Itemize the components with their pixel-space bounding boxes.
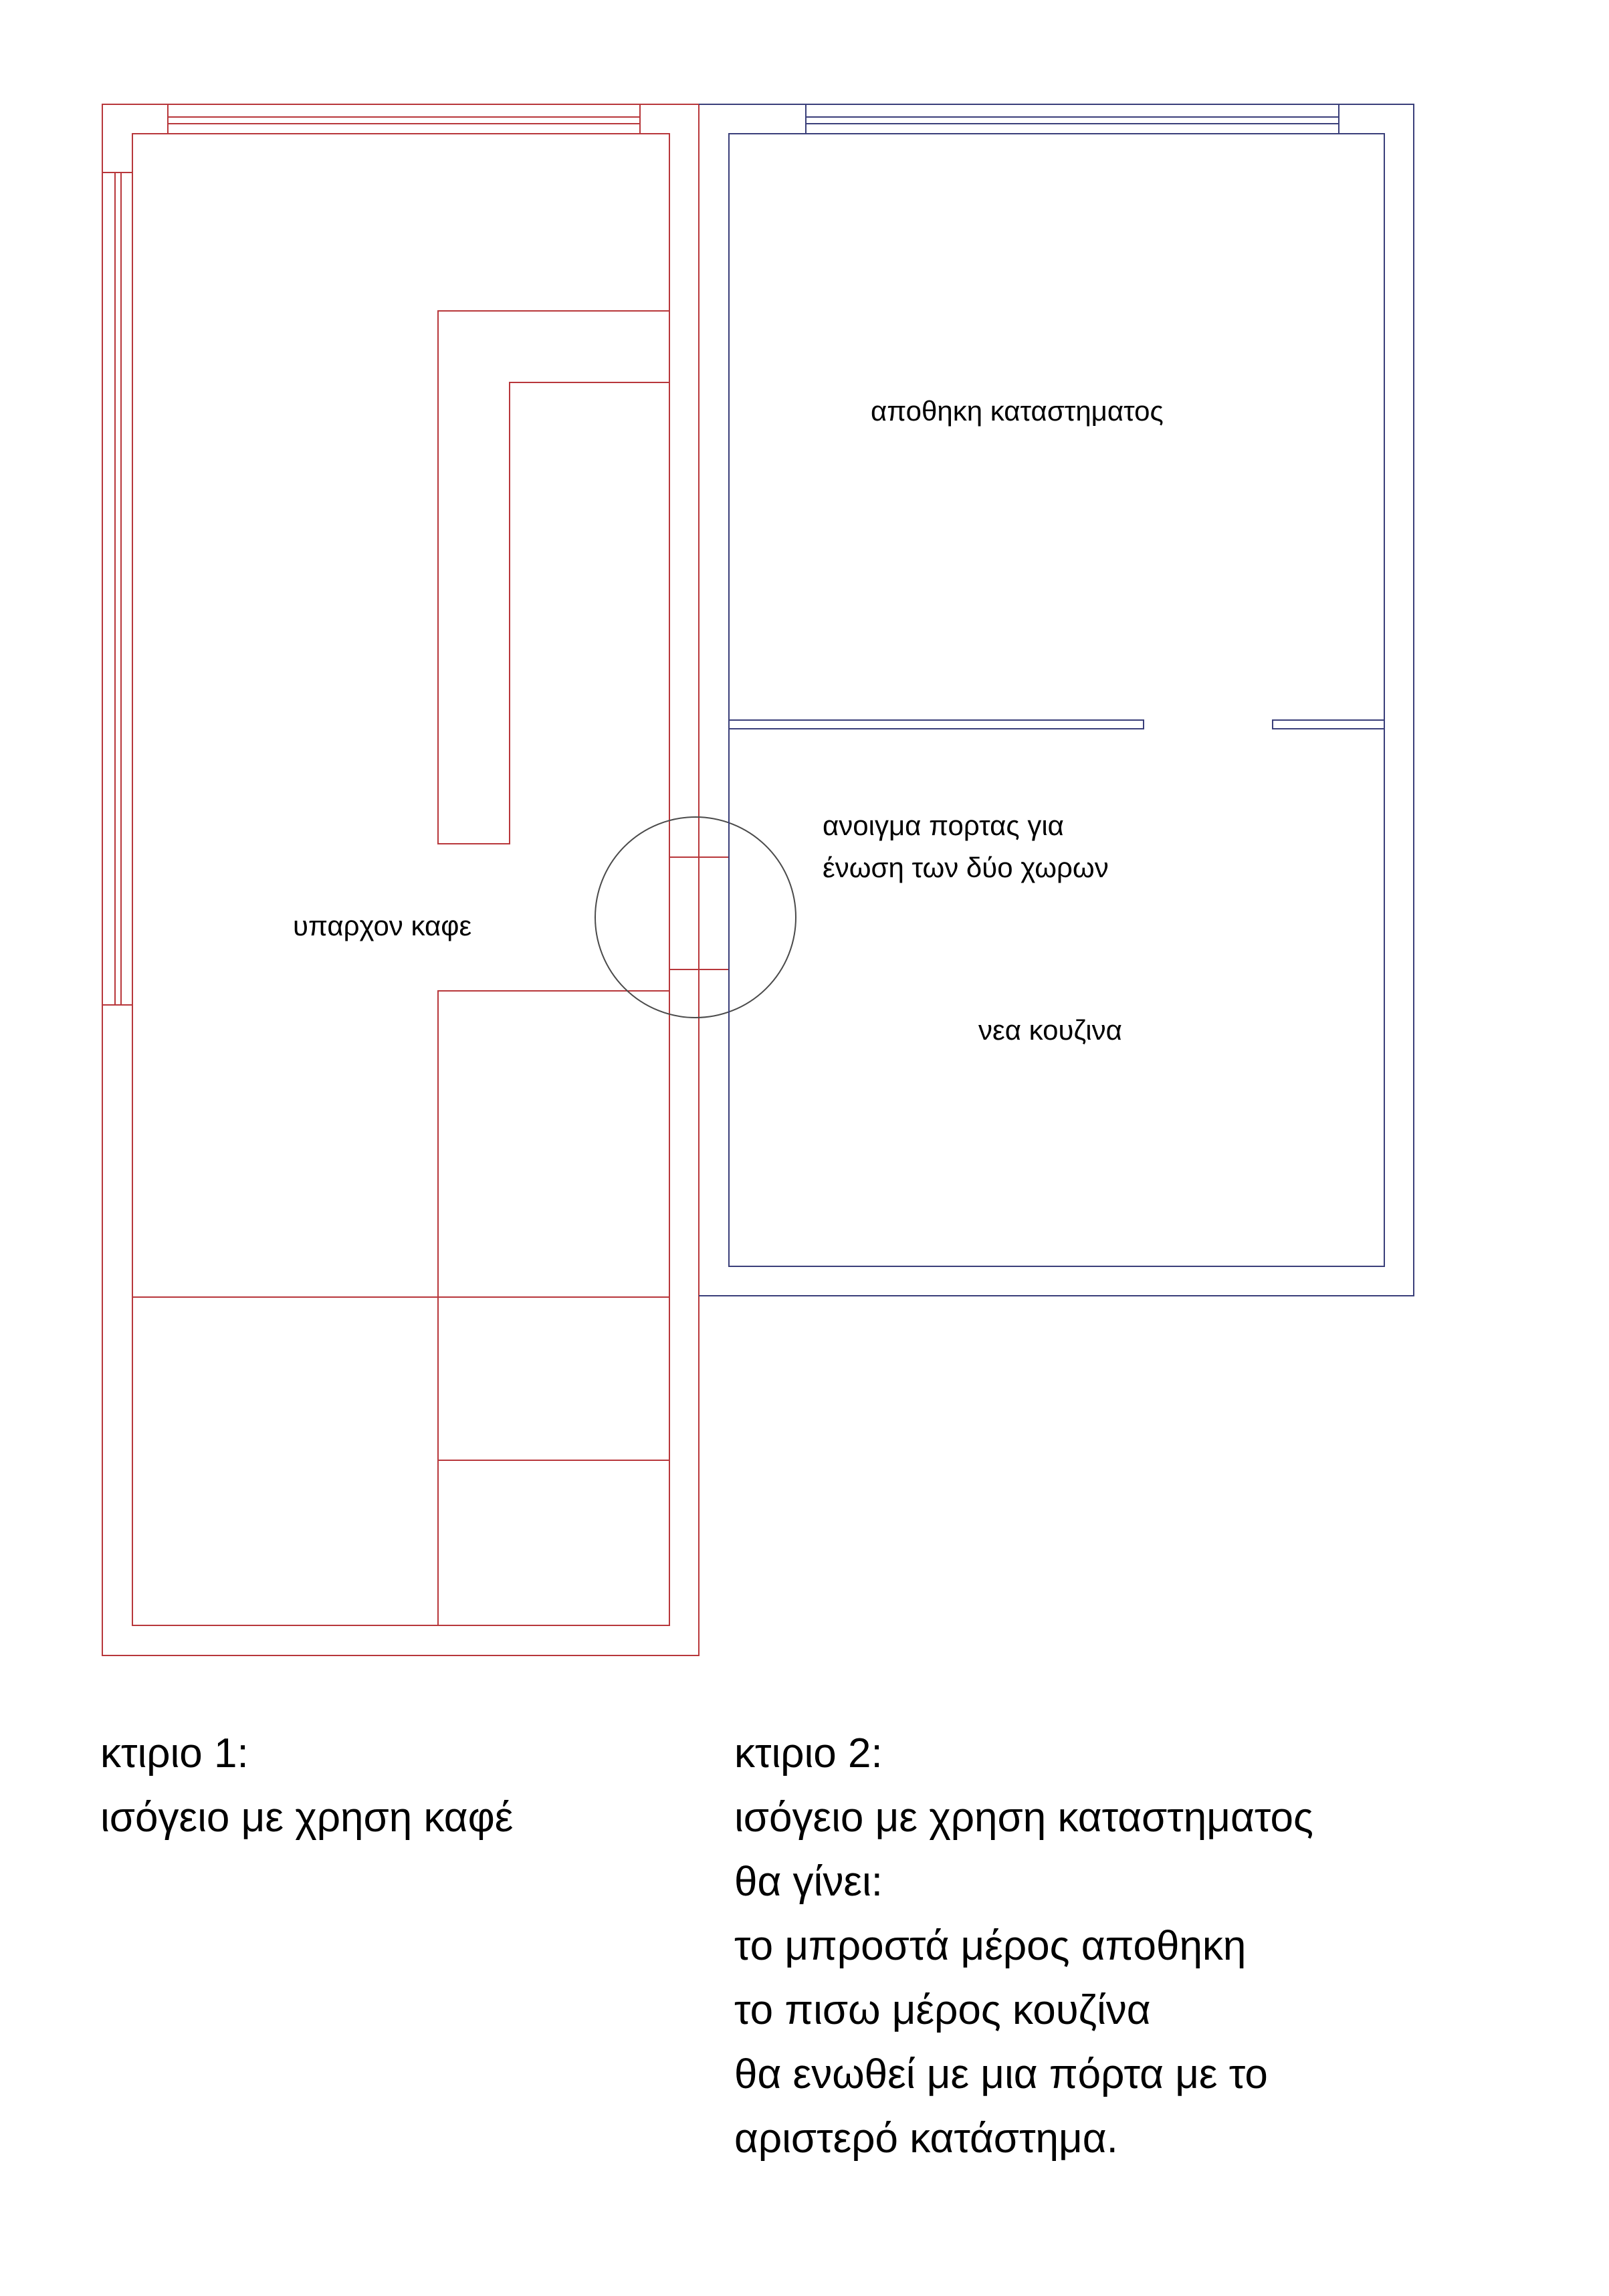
building-2-note-line: το πισω μέρος κουζίνα: [734, 1987, 1151, 2033]
building-1-note-line: ισόγειο με χρηση καφέ: [100, 1795, 514, 1841]
label-door-opening-1: ανοιγμα πορτας για: [823, 810, 1064, 841]
building-2-note-line: το μπροστά μέρος αποθηκη: [734, 1923, 1247, 1969]
divider-wall-left: [729, 720, 1144, 729]
label-store-storage: αποθηκη καταστηματος: [871, 395, 1164, 427]
building-1-walls: [102, 104, 699, 1655]
building-2-notes: [734, 1722, 1313, 2171]
counter-lower: [438, 991, 669, 1625]
building-1-outer-wall: [102, 104, 699, 1655]
building-1-inner-wall: [132, 134, 669, 1625]
label-new-kitchen: νεα κουζινα: [978, 1014, 1122, 1046]
building-2-walls: [699, 104, 1414, 1296]
building-2-note-line: θα γίνει:: [734, 1859, 883, 1905]
divider-wall-right: [1273, 720, 1384, 729]
building-2-outer-wall: [699, 104, 1414, 1296]
building-1-notes: [100, 1722, 513, 1850]
building-1-note-line: κτιριο 1:: [100, 1730, 249, 1776]
building-2-note-line: ισόγειο με χρηση καταστηματος: [734, 1795, 1313, 1841]
building-2-inner-wall: [729, 134, 1384, 1266]
door-swing-circle: [595, 817, 796, 1018]
building-2-note-line: κτιριο 2:: [734, 1730, 883, 1776]
building-2-note-line: θα ενωθεί με μια πόρτα με το: [734, 2051, 1268, 2097]
label-door-opening-2: ένωση των δύο χωρων: [823, 852, 1109, 883]
counter-upper: [438, 311, 669, 844]
building-2-note-line: αριστερό κατάστημα.: [734, 2115, 1118, 2162]
label-existing-cafe: υπαρχον καφε: [293, 910, 472, 941]
